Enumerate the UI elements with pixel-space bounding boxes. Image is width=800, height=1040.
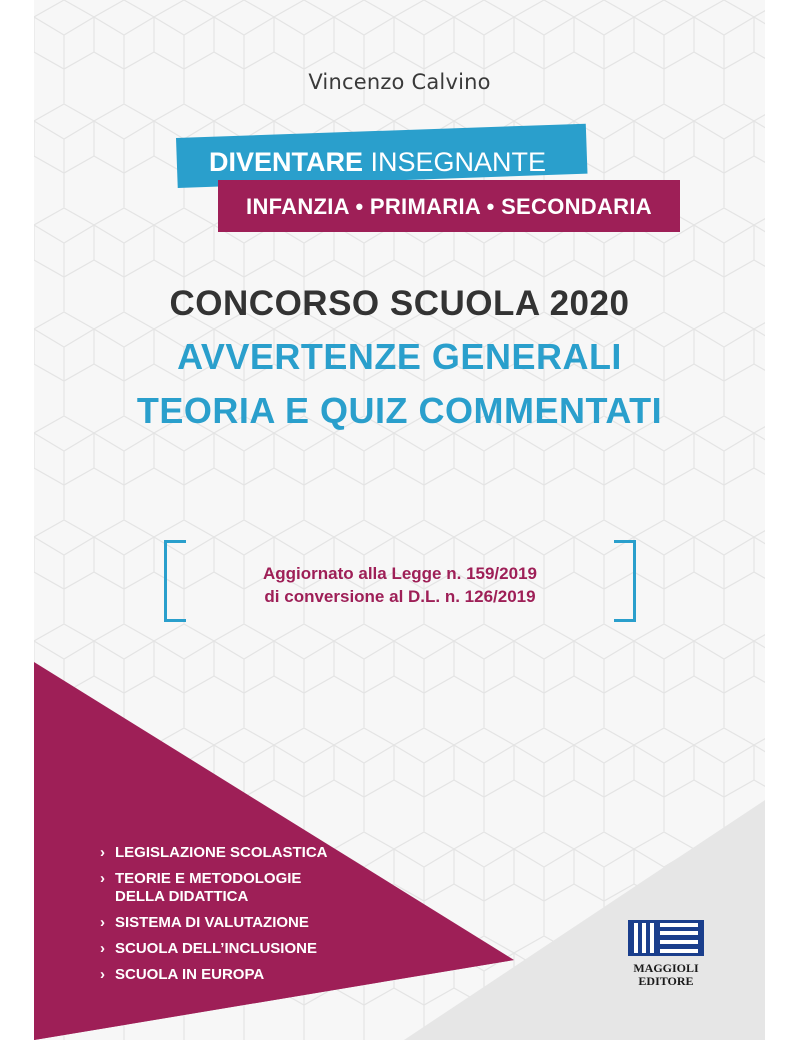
list-item: › TEORIE E METODOLOGIE DELLA DIDATTICA	[100, 870, 302, 905]
title-line-1: CONCORSO SCUOLA 2020	[169, 284, 630, 323]
list-item: › LEGISLAZIONE SCOLASTICA	[100, 844, 328, 861]
author-name: Vincenzo Calvino	[308, 70, 491, 94]
title-line-2: AVVERTENZE GENERALI	[177, 336, 622, 377]
chevron-right-icon: ›	[100, 870, 105, 887]
publisher-logo-icon	[628, 920, 704, 956]
update-note-line-1: Aggiornato alla Legge n. 159/2019	[263, 564, 537, 583]
chevron-right-icon: ›	[100, 914, 105, 931]
list-item: › SCUOLA DELL’INCLUSIONE	[100, 940, 317, 957]
levels-text: INFANZIA • PRIMARIA • SECONDARIA	[246, 194, 652, 219]
update-note-line-2: di conversione al D.L. n. 126/2019	[264, 587, 536, 606]
chevron-right-icon: ›	[100, 844, 105, 861]
series-title-light: INSEGNANTE	[370, 147, 547, 177]
list-item: › SCUOLA IN EUROPA	[100, 966, 265, 983]
title-line-3: TEORIA E QUIZ COMMENTATI	[136, 390, 663, 431]
topics-list	[100, 844, 328, 992]
grey-triangle	[404, 800, 765, 1040]
chevron-right-icon: ›	[100, 940, 105, 957]
series-title-bold: DIVENTARE	[209, 147, 364, 177]
list-item: › SISTEMA DI VALUTAZIONE	[100, 914, 309, 931]
book-cover	[34, 0, 765, 1040]
publisher-name: MAGGIOLI EDITORE	[633, 961, 699, 988]
publisher-logo	[628, 920, 704, 988]
chevron-right-icon: ›	[100, 966, 105, 983]
